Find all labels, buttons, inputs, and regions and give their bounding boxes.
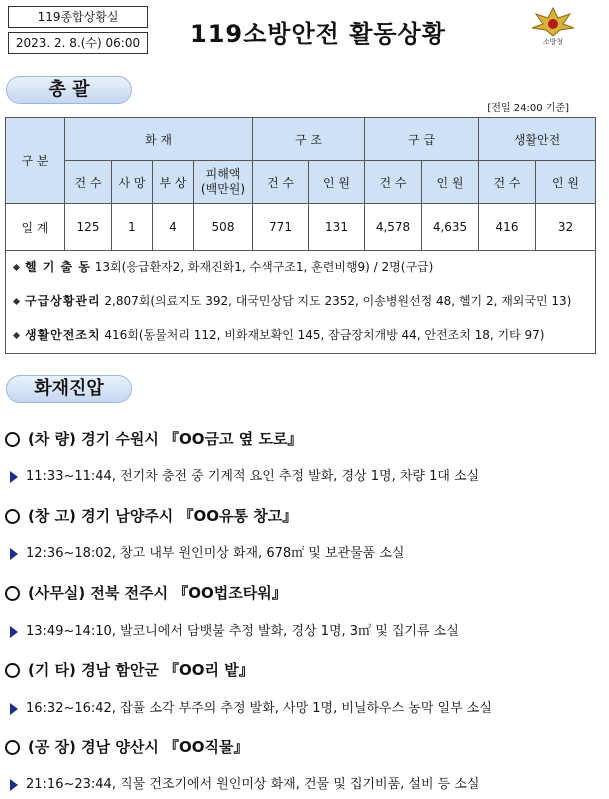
fire-agency-logo — [530, 6, 576, 46]
fire-injury-header: 부 상 — [153, 161, 194, 204]
ems-count-header: 건 수 — [365, 161, 422, 204]
life-persons: 32 — [536, 204, 596, 251]
life-persons-header: 인 원 — [536, 161, 596, 204]
diamond-bullet-icon — [13, 264, 20, 271]
circle-bullet-icon — [5, 663, 20, 678]
office-label: 119종합상황실 — [8, 6, 148, 28]
fire-detail-4: 16:32~16:42, 잡풀 소각 부주의 추정 발화, 사망 1명, 비닐하우스 농막 일부 소실 — [10, 697, 492, 716]
fire-count-header: 건 수 — [65, 161, 112, 204]
row-label: 일 계 — [6, 204, 65, 251]
fire-location-5: (공 장) 경남 양산시 『OO직물』 — [5, 736, 249, 757]
fire-detail-2: 12:36~18:02, 창고 내부 원인미상 화재, 678㎡ 및 보관물품 소실 — [10, 542, 404, 561]
table-row — [6, 204, 596, 251]
ems-management-item: 구급상황관리 2,807회(의료지도 392, 대국민상담 지도 2352, 이송병원선정 48, 헬기 2, 재외국민 13) — [14, 292, 571, 309]
fire-detail-1: 11:33~11:44, 전기차 충전 중 기계적 요인 추정 발화, 경상 1명, 차량 1대 소실 — [10, 465, 479, 484]
fire-death: 1 — [112, 204, 153, 251]
rescue-count-header: 건 수 — [253, 161, 309, 204]
life-count: 416 — [479, 204, 536, 251]
basis-note: [전일 24:00 기준] — [487, 103, 569, 114]
life-count-header: 건 수 — [479, 161, 536, 204]
fire-injury: 4 — [153, 204, 194, 251]
rescue-persons-header: 인 원 — [309, 161, 365, 204]
ems-count: 4,578 — [365, 204, 422, 251]
summary-details-box — [5, 249, 596, 354]
fire-location-1: (차 량) 경기 수원시 『OO금고 옆 도로』 — [5, 428, 302, 449]
rescue-persons: 131 — [309, 204, 365, 251]
circle-bullet-icon — [5, 432, 20, 447]
ems-header: 구 급 — [365, 118, 479, 161]
diamond-bullet-icon — [13, 332, 20, 339]
summary-section-label: 총 괄 — [6, 76, 132, 104]
diamond-bullet-icon — [13, 298, 20, 305]
triangle-bullet-icon — [10, 471, 18, 483]
fire-detail-5: 21:16~23:44, 직물 건조기에서 원인미상 화재, 건물 및 집기비품, 설비 등 소실 — [10, 773, 480, 792]
fire-death-header: 사 망 — [112, 161, 153, 204]
ems-persons-header: 인 원 — [422, 161, 479, 204]
page-title: 119소방안전 활동상황 — [190, 20, 446, 48]
fire-location-3: (사무실) 전북 전주시 『OO법조타워』 — [5, 582, 287, 603]
circle-bullet-icon — [5, 740, 20, 755]
svg-text:소방청: 소방청 — [542, 38, 564, 46]
life-safety-header: 생활안전 — [479, 118, 596, 161]
triangle-bullet-icon — [10, 703, 18, 715]
triangle-bullet-icon — [10, 626, 18, 638]
triangle-bullet-icon — [10, 779, 18, 791]
fire-damage-header: 피해액 (백만원) — [194, 161, 253, 204]
category-header: 구 분 — [6, 118, 65, 204]
rescue-header: 구 조 — [253, 118, 365, 161]
report-date: 2023. 2. 8.(수) 06:00 — [8, 32, 148, 54]
fire-damage: 508 — [194, 204, 253, 251]
fire-location-4: (기 타) 경남 함안군 『OO리 밭』 — [5, 659, 254, 680]
fires-section-label: 화재진압 — [6, 375, 132, 403]
life-safety-item: 생활안전조치 416회(동물처리 112, 비화재보확인 145, 잠금장치개방 44, 안전조치 18, 기타 97) — [14, 326, 544, 343]
fire-header: 화 재 — [65, 118, 253, 161]
circle-bullet-icon — [5, 509, 20, 524]
ems-persons: 4,635 — [422, 204, 479, 251]
fire-detail-3: 13:49~14:10, 발코니에서 담뱃불 추정 발화, 경상 1명, 3㎡ 및 집기류 소실 — [10, 620, 459, 639]
helicopter-dispatch-item: 헬 기 출 동 13회(응급환자2, 화재진화1, 수색구조1, 훈련비행9) / 2명(구급) — [14, 258, 433, 275]
summary-table — [5, 117, 596, 251]
fire-location-2: (창 고) 경기 남양주시 『OO유통 창고』 — [5, 505, 297, 526]
triangle-bullet-icon — [10, 548, 18, 560]
rescue-count: 771 — [253, 204, 309, 251]
circle-bullet-icon — [5, 586, 20, 601]
fire-count: 125 — [65, 204, 112, 251]
